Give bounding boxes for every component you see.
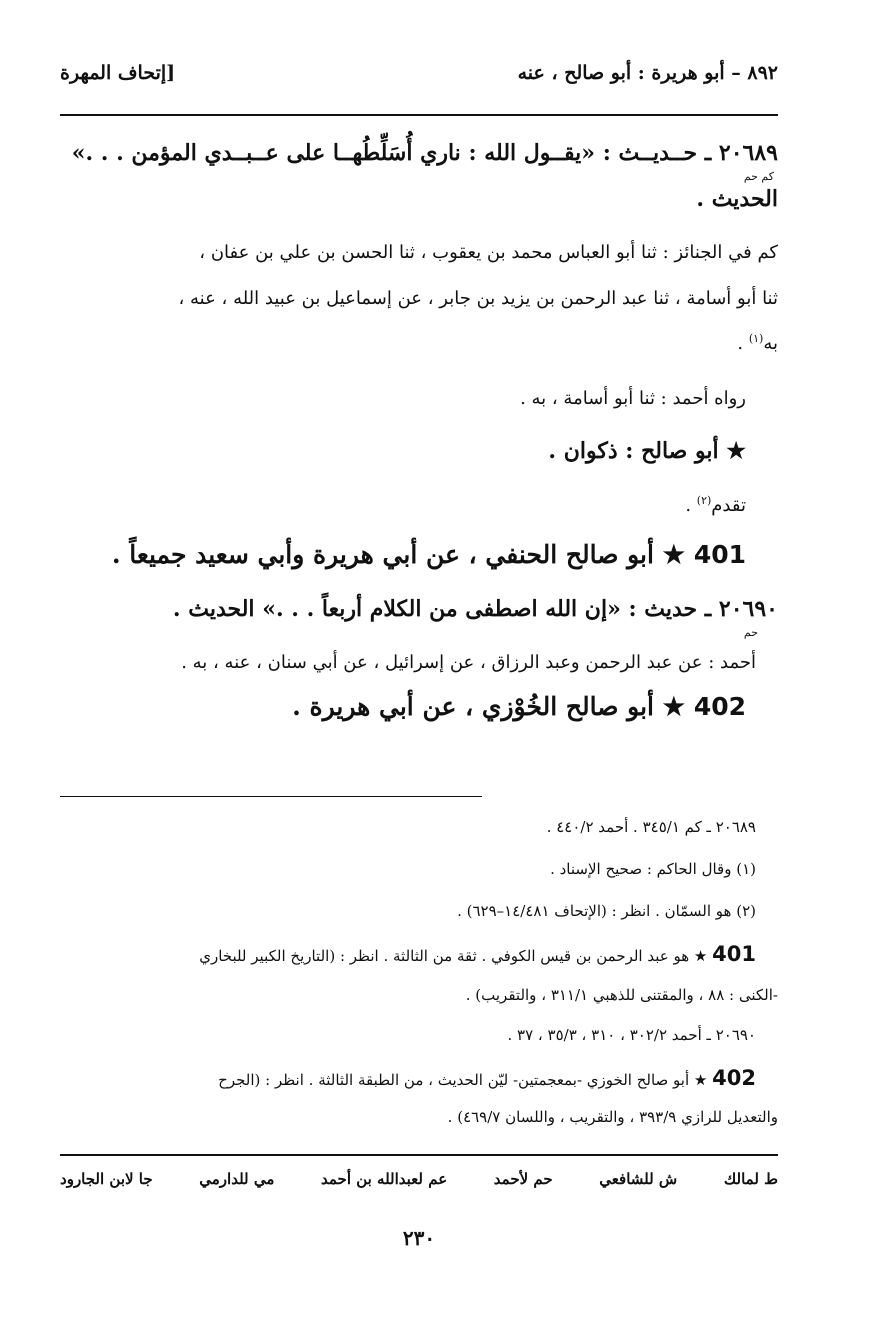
- entry-20689-isnad-1: كم في الجنائز : ثنا أبو العباس محمد بن يعقوب ، ثنا الحسن بن علي بن عفان ،: [199, 242, 778, 263]
- header-rule: [60, 114, 778, 116]
- footnote-20689-sources: ٢٠٦٨٩ ـ كم ٣٤٥/١ . أحمد ٤٤٠/٢ .: [546, 818, 756, 836]
- footnote-1: (١) وقال الحاكم : صحيح الإسناد .: [550, 860, 756, 878]
- siglum-abdullah: عم لعبدالله بن أحمد: [321, 1170, 448, 1188]
- footnote-2: (٢) هو السمّان . انظر : (الإتحاف ١٤/٤٨١–٦٢٩) .: [457, 902, 756, 920]
- narrator-402-heading: [60, 692, 746, 721]
- entry-20689-bihi: به: [763, 333, 778, 354]
- sigla-key: [60, 1170, 778, 1188]
- footnote-402-line-1: [60, 1066, 756, 1090]
- narrator-401-name: ★ أبو صالح الحنفي ، عن أبي هريرة وأبي سعيد جميعاً .: [111, 540, 686, 569]
- narrator-dhakwan: ★ أبو صالح : ذكوان .: [548, 438, 746, 464]
- entry-20690-siglum: حم: [743, 626, 758, 639]
- narrator-402-number: 402: [693, 692, 746, 721]
- taqaddam-end: .: [685, 495, 697, 516]
- narrator-401-number: 401: [693, 540, 746, 569]
- entry-20689-siglum: كم حم: [743, 170, 774, 183]
- taqaddam-text: تقدم: [711, 495, 746, 516]
- entry-20689-isnad-3: [60, 332, 778, 354]
- narrator-402-name: ★ أبو صالح الخُوْزي ، عن أبي هريرة .: [292, 692, 686, 721]
- footnote-rule: [60, 796, 482, 797]
- footnote-401-text: ★ هو عبد الرحمن بن قيس الكوفي . ثقة من الثالثة . انظر : (التاريخ الكبير للبخاري: [199, 947, 708, 965]
- header-book-title: [إتحاف المهرة: [60, 62, 176, 84]
- entry-20689-isnad-2: ثنا أبو أسامة ، ثنا عبد الرحمن بن يزيد بن جابر ، عن إسماعيل بن عبيد الله ، عنه ،: [178, 288, 778, 309]
- footnote-401-number: 401: [712, 942, 756, 966]
- footnote-401-line-2: -الكنى : ٨٨ ، والمقتنى للذهبي ٣١١/١ ، والتقريب) .: [465, 986, 778, 1004]
- siglum-ahmad: حم لأحمد: [493, 1170, 553, 1188]
- header-chapter: ٨٩٢ – أبو هريرة : أبو صالح ، عنه: [517, 62, 778, 84]
- footnote-20690-sources: ٢٠٦٩٠ ـ أحمد ٣٠٢/٢ ، ٣١٠ ، ٣٥/٣ ، ٣٧ .: [507, 1026, 756, 1044]
- siglum-ibn-jarud: جا لابن الجارود: [60, 1170, 153, 1188]
- footnote-402-text: ★ أبو صالح الخوزي -بمعجمتين- ليّن الحديث ، من الطبقة الثالثة . انظر : (الجرح: [218, 1071, 708, 1089]
- siglum-darimi: مي للدارمي: [199, 1170, 275, 1188]
- running-header: [60, 62, 778, 92]
- entry-20689-title-cont: الحديث .: [696, 186, 778, 212]
- entry-20689-end-mark: .: [737, 333, 749, 354]
- taqaddam-line: [60, 494, 746, 516]
- page-number: ٢٣٠: [402, 1226, 436, 1250]
- entry-20689-ahmad: رواه أحمد : ثنا أبو أسامة ، به .: [520, 388, 746, 409]
- footnote-401-line-1: [60, 942, 756, 966]
- footnote-ref-2: (٢): [696, 494, 712, 507]
- footnote-402-line-2: والتعديل للرازي ٣٩٣/٩ ، والتقريب ، واللسان ٤٦٩/٧) .: [447, 1108, 778, 1126]
- footnote-ref-1: (١): [748, 332, 764, 345]
- narrator-401-heading: [60, 540, 746, 569]
- entry-20689-title: ٢٠٦٨٩ ـ حــديــث : «يقــول الله : ناري أُسَلِّطُهــا على عــبــدي المؤمن . . .»: [71, 140, 778, 166]
- entry-20690-isnad: أحمد : عن عبد الرحمن وعبد الرزاق ، عن إسرائيل ، عن أبي سنان ، عنه ، به .: [181, 652, 756, 673]
- page: [60, 0, 778, 1329]
- footnote-402-number: 402: [712, 1066, 756, 1090]
- entry-20690-title: ٢٠٦٩٠ ـ حديث : «إن الله اصطفى من الكلام أربعاً . . .» الحديث .: [172, 596, 778, 622]
- siglum-malik: ط لمالك: [723, 1170, 778, 1188]
- siglum-shafii: ش للشافعي: [599, 1170, 678, 1188]
- sigla-rule: [60, 1154, 778, 1156]
